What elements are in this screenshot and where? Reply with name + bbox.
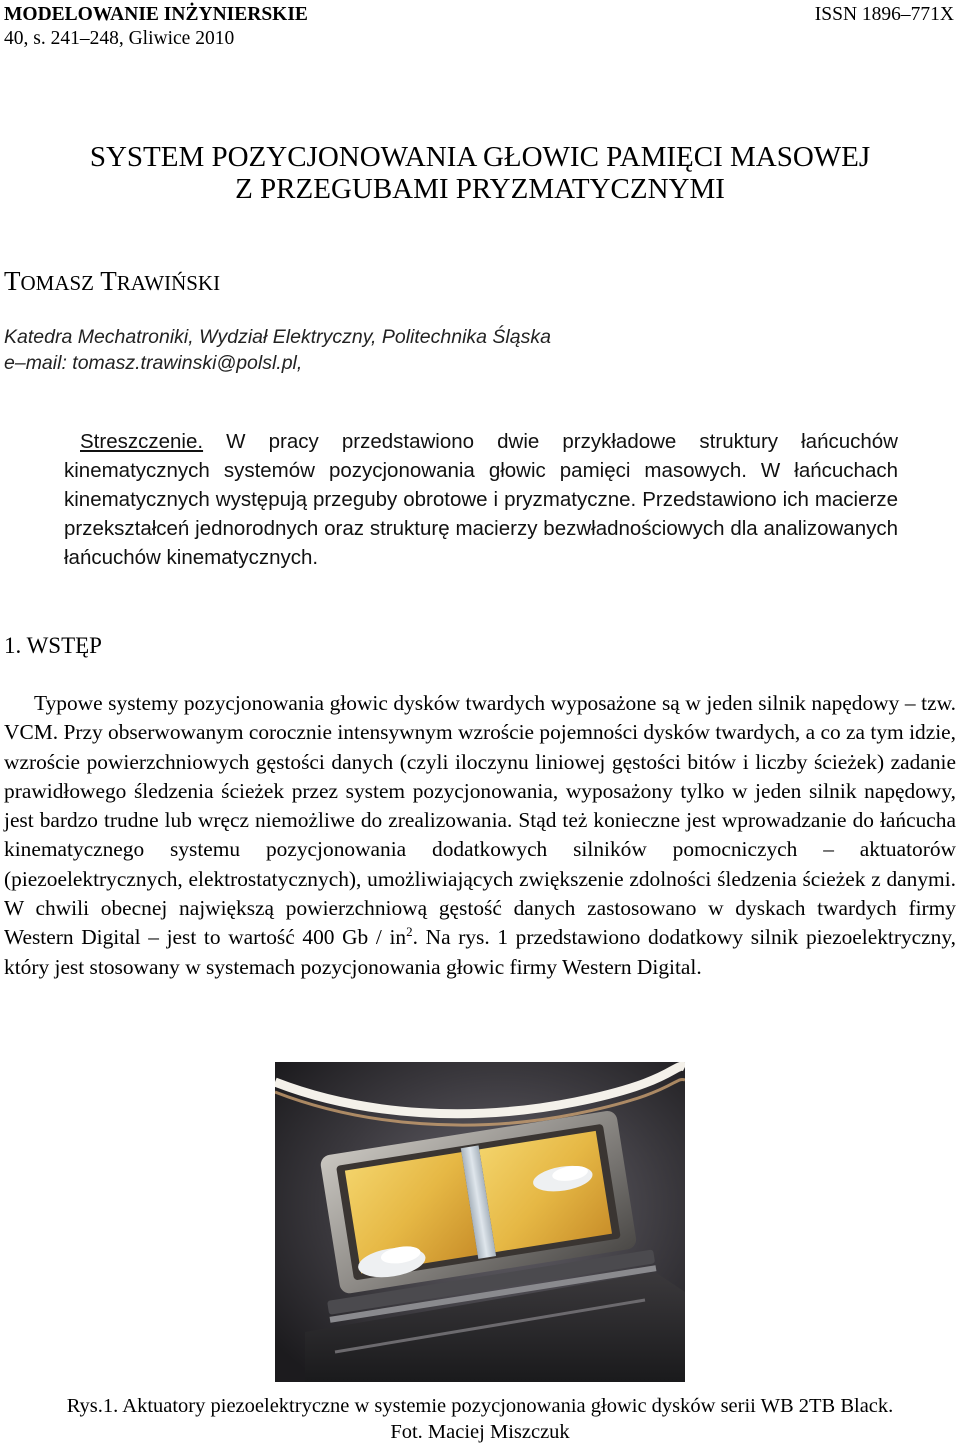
figure-caption: Rys.1. Aktuatory piezoelektryczne w systemie pozycjonowania głowic dysków serii WB 2TB Black. [66,1395,894,1417]
affiliation: Katedra Mechatroniki, Wydział Elektryczny, Politechnika Śląska [4,326,551,348]
figure-credit: Fot. Maciej Miszczuk [390,1421,570,1443]
section-heading: 1. WSTĘP [4,633,102,658]
abstract-text: W pracy przedstawiono dwie przykładowe struktury łańcuchów kinematycznych systemów pozycjonowania głowic pamięci masowych. W łańcuchach kinematycznych występują przeguby obrotowe i pryzmatyczne. Przedstawiono ich macierze przekształceń jednorodnych oraz strukturę macierzy bezwładnościowych dla analizowanych łańcuchów kinematycznych. [64,430,898,569]
author-last-rest: RAWIŃSKI [116,271,221,295]
email: e–mail: tomasz.trawinski@polsl.pl, [4,352,303,374]
abstract-label: Streszczenie. [80,430,204,453]
paper-title-line-1: SYSTEM POZYCJONOWANIA GŁOWIC PAMIĘCI MASOWEJ [89,141,871,173]
author-last-initial: T [100,266,117,296]
paragraph-text: Typowe systemy pozycjonowania głowic dysków twardych wyposażone są w jeden silnik napędowy – tzw. VCM. Przy obserwowanym corocznie intensywnym wzroście pojemności dysków twardych, a co za tym idzie, wzroście powierzchniowych gęstości danych (czyli iloczynu liniowej gęstości bitów i liczby ścieżek) zadanie prawidłowego śledzenia ścieżek przez system pozycjonowania, wyposażony tylko w jeden silnik napędowy, jest bardzo trudne lub wręcz niemożliwe do zrealizowania. Stąd też konieczne jest wprowadzanie do łańcucha kinematycznego systemu pozycjonowania dodatkowych silników pomocniczych – aktuatorów (piezoelektrycznych, elektrostatycznych), umożliwiających zwiększenie zdolności śledzenia ścieżek z danymi. W chwili obecnej największą powierzchniową gęstość danych zastosowano w dyskach twardych firmy Western Digital – jest to wartość 400 Gb / in [4,691,956,950]
body-paragraph [4,689,956,982]
author-name [4,266,220,297]
abstract [64,427,898,572]
issue-info: 40, s. 241–248, Gliwice 2010 [4,28,235,49]
author-first-initial: T [4,266,21,296]
paper-title-line-2: Z PRZEGUBAMI PRYZMATYCZNYMI [235,173,725,205]
issn: ISSN 1896–771X [814,4,954,25]
paragraph-text-end: . Na rys. 1 przedstawiono dodatkowy silnik piezoelektryczny, który jest stosowany w systemach pozycjonowania głowic firmy Western Digital. [4,925,956,979]
journal-name: MODELOWANIE INŻYNIERSKIE [4,4,308,25]
actuator-photo [275,1062,685,1382]
author-first-rest: OMASZ [20,271,95,295]
superscript: 2 [406,924,413,940]
actuator-photo-drawing [275,1062,685,1382]
